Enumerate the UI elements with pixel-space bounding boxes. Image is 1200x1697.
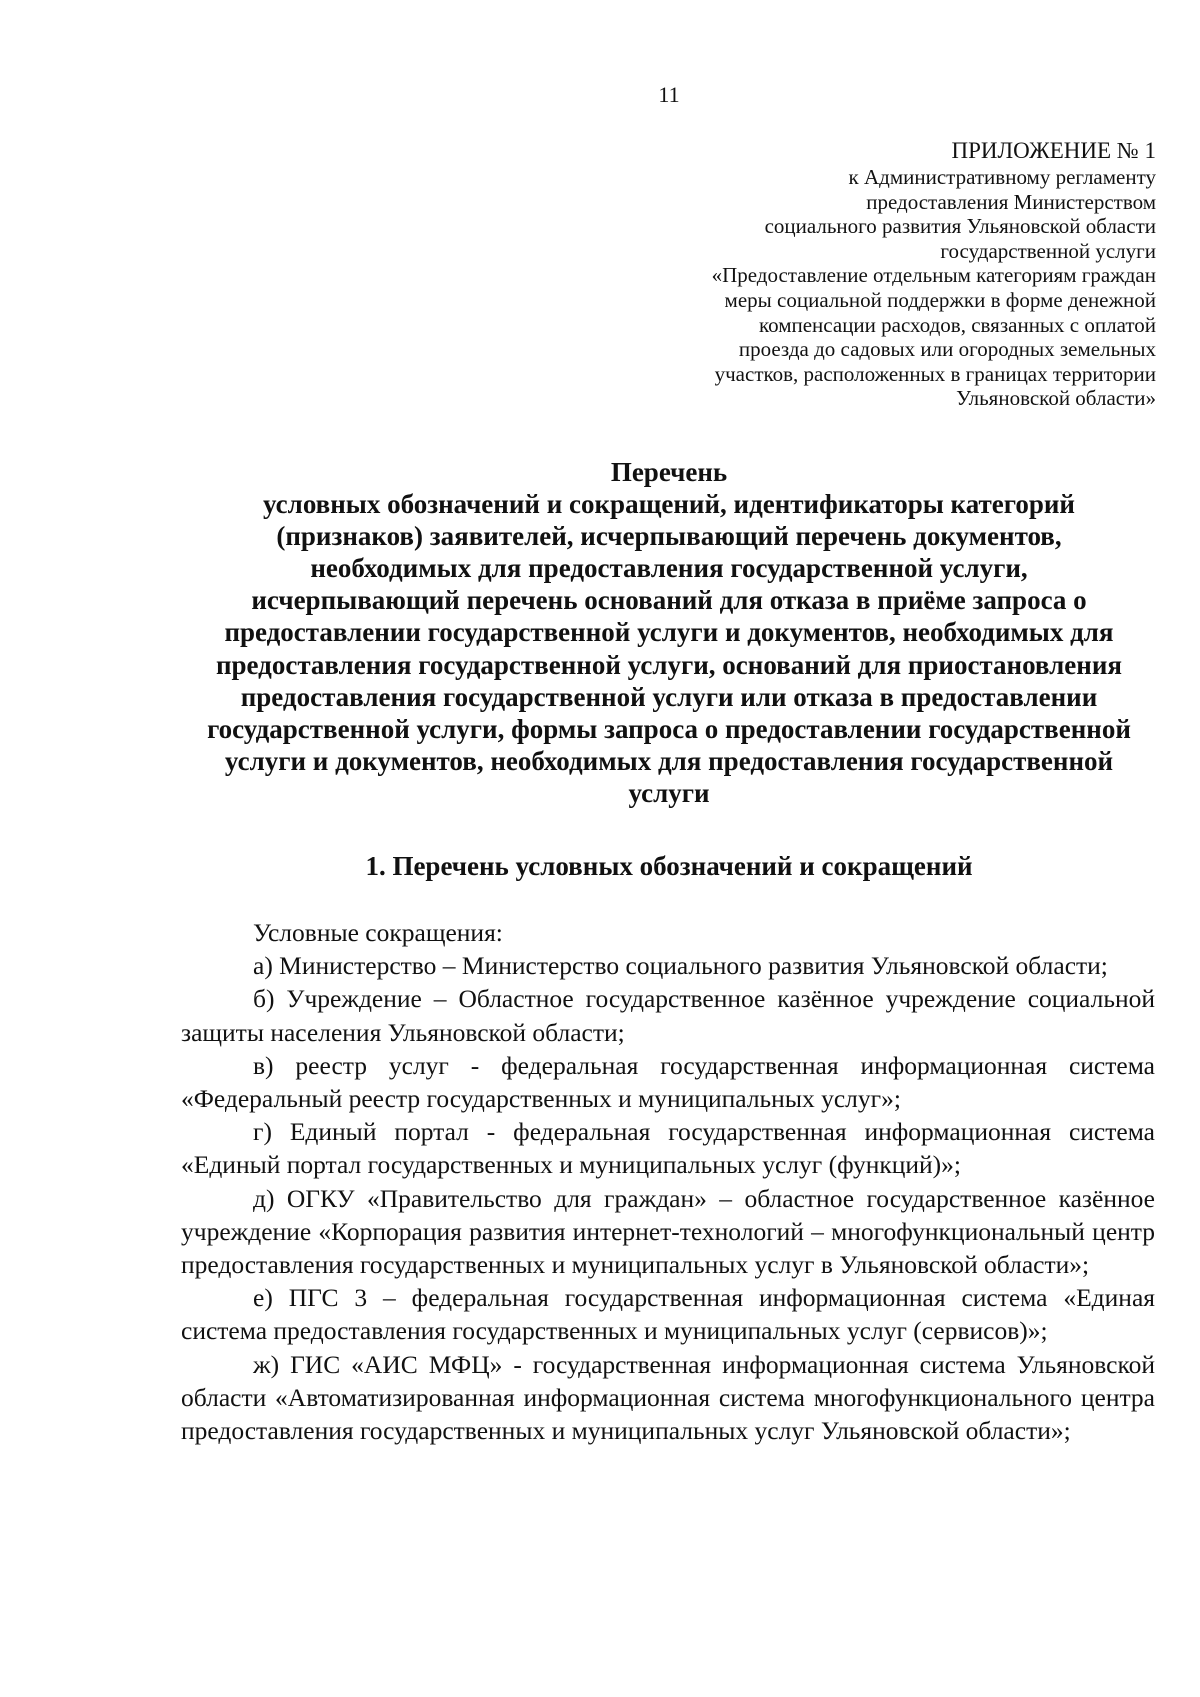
document-title-line: предоставлении государственной услуги и документов, необходимых для	[224, 617, 1114, 648]
document-title-line: предоставления государственной услуги или отказа в предоставлении	[240, 681, 1098, 712]
document-title-line: исчерпывающий перечень оснований для отказа в приёме запроса о	[251, 585, 1087, 616]
appendix-title: ПРИЛОЖЕНИЕ № 1	[951, 138, 1156, 163]
appendix-line: к Административному регламенту	[848, 165, 1156, 189]
abbreviation-item: г) Единый портал - федеральная государственная информационная система «Единый портал государственных и муниципальных услуг (функций)»;	[181, 1117, 1155, 1180]
appendix-block	[516, 137, 1156, 411]
abbreviations-list	[181, 916, 1155, 1447]
appendix-line: меры социальной поддержки в форме денежной	[724, 287, 1156, 312]
document-title	[166, 456, 1172, 809]
page-number: 11	[658, 82, 680, 107]
document-title-line: услуги	[628, 777, 710, 808]
appendix-line: участков, расположенных в границах территории	[714, 361, 1156, 386]
document-title-line: государственной услуги, формы запроса о предоставлении государственной	[207, 713, 1131, 744]
abbreviation-item: е) ПГС 3 – федеральная государственная информационная система «Единая система предоставления государственных и муниципальных услуг (сервисов)»;	[181, 1283, 1155, 1346]
appendix-line: Ульяновской области»	[956, 386, 1156, 411]
appendix-line: социального развития Ульяновской области	[764, 214, 1156, 239]
abbreviations-intro: Условные сокращения:	[253, 918, 503, 947]
abbreviation-item: ж) ГИС «АИС МФЦ» - государственная информационная система Ульяновской области «Автоматизированная информационная система многофункционального центра предоставления государственных и муниципальных услуг Ульяновской области»;	[181, 1349, 1155, 1446]
abbreviation-item: а) Министерство – Министерство социального развития Ульяновской области;	[253, 951, 1108, 981]
document-title-line: услуги и документов, необходимых для предоставления государственной	[224, 745, 1114, 776]
document-title-line: необходимых для предоставления государственной услуги,	[310, 553, 1028, 584]
appendix-line: проезда до садовых или огородных земельных	[738, 337, 1156, 362]
document-title-line: условных обозначений и сокращений, идентификаторы категорий	[263, 489, 1075, 520]
document-title-line: Перечень	[610, 457, 728, 487]
document-title-line: предоставления государственной услуги, оснований для приостановления	[215, 649, 1122, 680]
abbreviation-item: д) ОГКУ «Правительство для граждан» – областное государственное казённое учреждение «Корпорация развития интернет-технологий – многофункциональный центр предоставления государственных и муниципальных услуг в Ульяновской области»;	[181, 1183, 1155, 1280]
appendix-line: государственной услуги	[940, 238, 1156, 263]
appendix-line: «Предоставление отдельным категориям граждан	[711, 263, 1156, 288]
appendix-line: компенсации расходов, связанных с оплатой	[758, 312, 1156, 337]
appendix-line: предоставления Министерством	[866, 189, 1156, 214]
document-title-line: (признаков) заявителей, исчерпывающий перечень документов,	[276, 521, 1062, 552]
abbreviation-item: в) реестр услуг - федеральная государственная информационная система «Федеральный реестр государственных и муниципальных услуг»;	[181, 1050, 1155, 1114]
abbreviation-item: б) Учреждение – Областное государственное казённое учреждение социальной защиты населения Ульяновской области;	[181, 984, 1155, 1047]
section-heading: 1. Перечень условных обозначений и сокращений	[365, 851, 973, 881]
